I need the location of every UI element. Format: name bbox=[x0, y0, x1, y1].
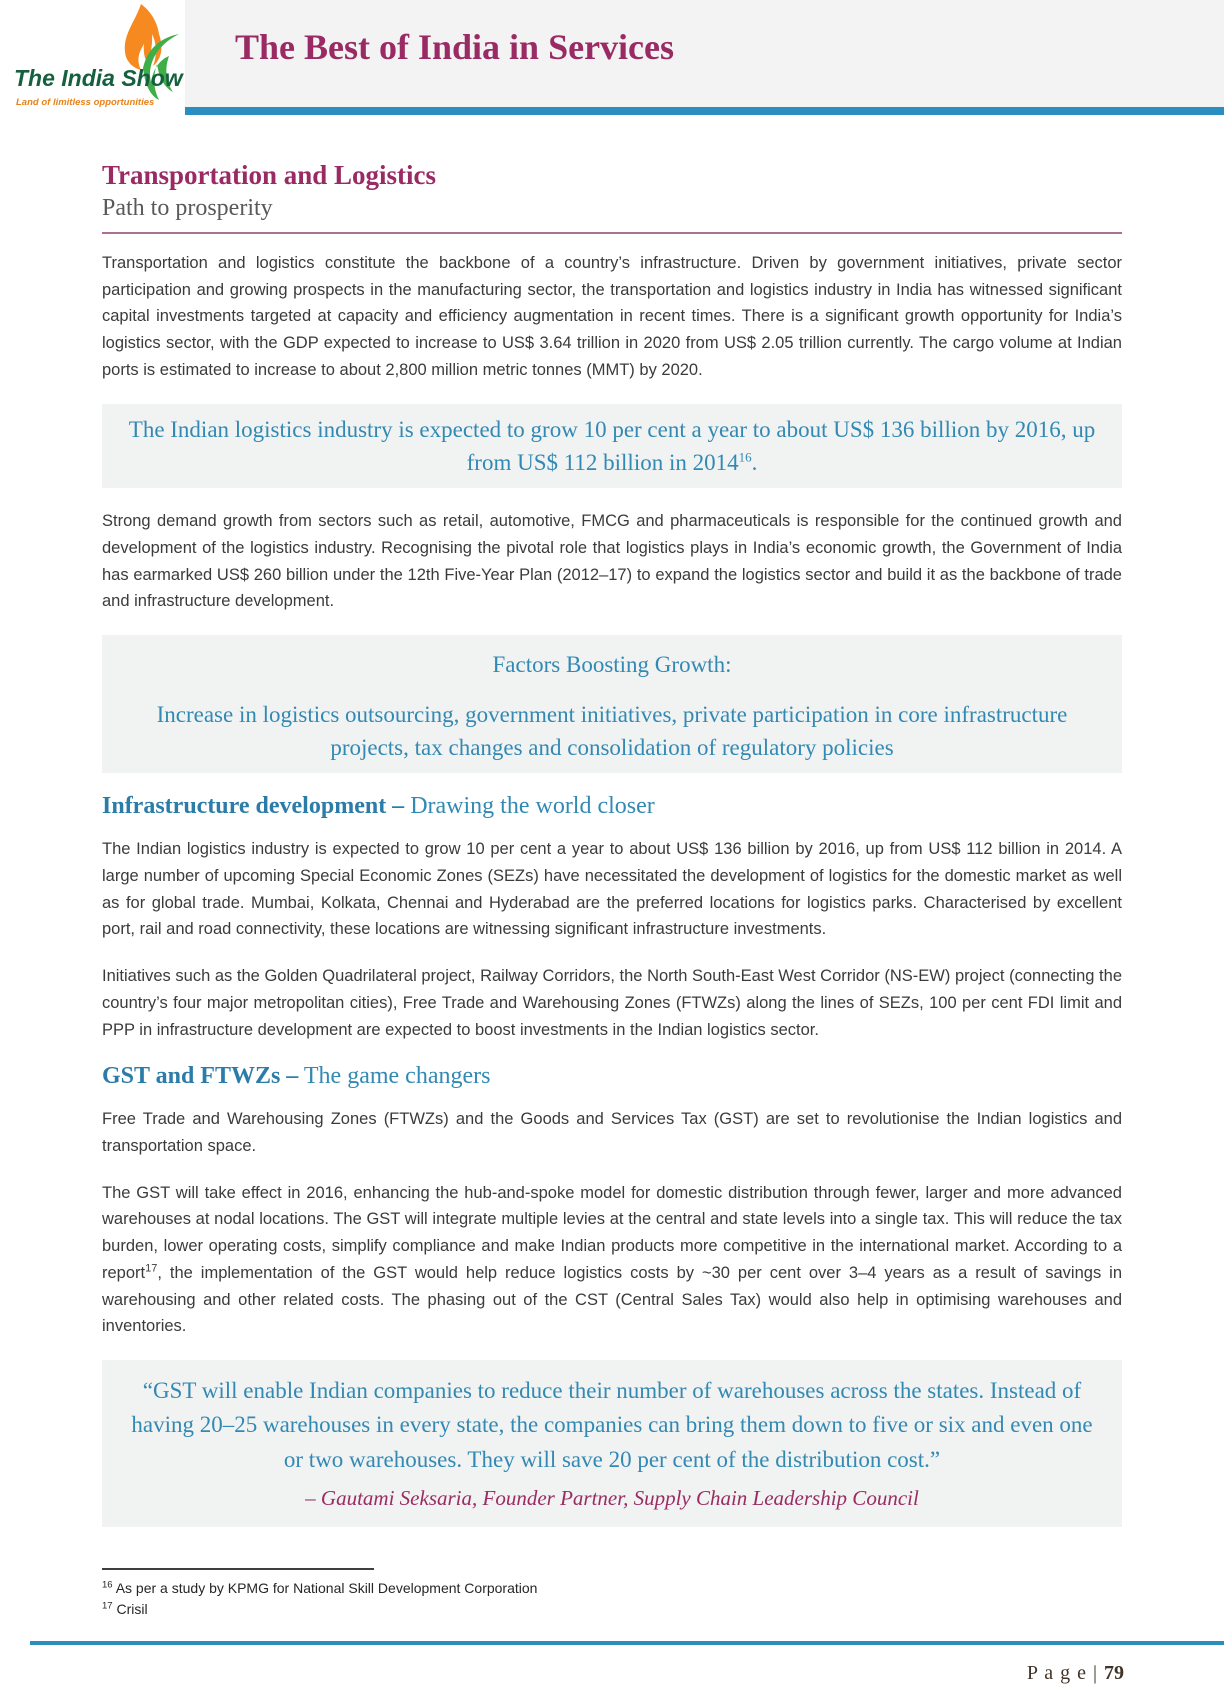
document-title: The Best of India in Services bbox=[235, 27, 675, 67]
quote-attribution: – Gautami Seksaria, Founder Partner, Supply Chain Leadership Council bbox=[305, 1486, 919, 1511]
page-number bbox=[1027, 1662, 1124, 1685]
callout-text: The Indian logistics industry is expected to grow 10 per cent a year to about US$ 136 billion by 2016, up from US$ 112 billion in 2014 bbox=[128, 416, 1096, 475]
paragraph-ftwz: Free Trade and Warehousing Zones (FTWZs) and the Goods and Services Tax (GST) are set to revolutionise the Indian logistics and transportation space. bbox=[102, 1110, 1122, 1155]
footnote-17 bbox=[102, 1599, 802, 1620]
paragraph-sez: The Indian logistics industry is expected to grow 10 per cent a year to about US$ 136 billion by 2016, up from US$ 112 billion in 2014. A large number of upcoming Special Economic Zones (SEZs) have necessitated the development of logistics for the domestic market as well as for global trade. Mumbai, Kolkata, Chennai and Hyderabad are the preferred locations for logistics parks. Characterised by excellent port, rail and road connectivity, these locations are witnessing significant infrastructure investments. bbox=[102, 840, 1122, 939]
footnote-17-ref: 17 bbox=[102, 1600, 113, 1612]
section-heading-infrastructure bbox=[102, 793, 1122, 820]
footnote-16 bbox=[102, 1578, 802, 1599]
footnote-ref-16: 16 bbox=[738, 449, 752, 465]
section-heading-bold: Infrastructure development – bbox=[102, 793, 405, 820]
quote-text: “GST will enable Indian companies to reduce their number of warehouses across the states. Instead of having 20–25 warehouses in every state, the companies can bring them down to five or six and even one or two warehouses. They will save 20 per cent of the distribution cost.” bbox=[131, 1377, 1093, 1472]
callout-factors-text: Increase in logistics outsourcing, government initiatives, private participation in core infrastructure projects, tax changes and consolidation of regulatory policies bbox=[156, 701, 1068, 760]
section-heading-bold: GST and FTWZs – bbox=[102, 1063, 299, 1090]
quote-box bbox=[102, 1360, 1122, 1527]
article-content bbox=[102, 160, 1122, 1527]
paragraph-demand: Strong demand growth from sectors such as retail, automotive, FMCG and pharmaceuticals is responsible for the continued growth and development of the logistics industry. Recognising the pivotal role that logistics plays in India’s economic growth, the Government of India has earmarked US$ 260 billion under the 12th Five-Year Plan (2012–17) to expand the logistics sector and build it as the backbone of trade and infrastructure development. bbox=[102, 512, 1122, 611]
gst-text-after-ref: , the implementation of the GST would help reduce logistics costs by ~30 per cent over 3–4 years as a result of savings in warehousing and other related costs. The phasing out of the CST (Central Sales Tax) would also help in optimising warehouses and inventories. bbox=[102, 1263, 1122, 1336]
footnote-17-text: Crisil bbox=[116, 1601, 148, 1617]
india-show-logo bbox=[8, 2, 193, 118]
footnote-block bbox=[102, 1568, 802, 1620]
paragraph-initiatives: Initiatives such as the Golden Quadrilateral project, Railway Corridors, the North South-East West Corridor (NS-EW) project (connecting the country’s four major metropolitan cities), Free Trade and Warehousing Zones (FTWZs) along the lines of SEZs, 100 per cent FDI limit and PPP in infrastructure development are expected to boost investments in the Indian logistics sector. bbox=[102, 967, 1122, 1039]
article-title: Transportation and Logistics bbox=[102, 160, 437, 190]
logo-tagline: Land of limitless opportunities bbox=[16, 97, 155, 108]
header-band bbox=[185, 0, 1224, 107]
section-heading-gst bbox=[102, 1063, 1122, 1090]
footnote-ref-17: 17 bbox=[145, 1262, 158, 1275]
footnote-16-ref: 16 bbox=[102, 1579, 113, 1591]
footnote-16-text: As per a study by KPMG for National Skill Development Corporation bbox=[115, 1580, 538, 1596]
section-heading-rest: Drawing the world closer bbox=[410, 793, 655, 820]
callout-factors-heading: Factors Boosting Growth: bbox=[492, 652, 732, 678]
logo-title: The India Show bbox=[14, 65, 183, 91]
page-number-label: P a g e | bbox=[1026, 1662, 1104, 1684]
title-divider bbox=[102, 232, 1122, 234]
gst-text-before-ref: The GST will take effect in 2016, enhancing the hub-and-spoke model for domestic distribution through fewer, larger and more advanced warehouses at nodal locations. The GST will integrate multiple levies at the central and state levels into a single tax. This will reduce the tax burden, lower operating costs, simplify compliance and make Indian products more competitive in the international market. According to a report bbox=[102, 1183, 1122, 1282]
paragraph-gst-effect bbox=[102, 1180, 1122, 1340]
footer-rule bbox=[30, 1641, 1224, 1645]
callout-period: . bbox=[751, 449, 758, 475]
header-rule bbox=[185, 107, 1224, 115]
page-number-value: 79 bbox=[1104, 1662, 1124, 1684]
callout-growth-forecast bbox=[102, 404, 1122, 489]
article-subtitle: Path to prosperity bbox=[102, 195, 273, 221]
footnote-divider bbox=[102, 1568, 374, 1570]
callout-factors bbox=[102, 635, 1122, 773]
paragraph-intro: Transportation and logistics constitute the backbone of a country’s infrastructure. Driven by government initiatives, private sector participation and growing prospects in the manufacturing sector, the transportation and logistics industry in India has witnessed significant capital investments targeted at capacity and efficiency augmentation in recent times. There is a significant growth opportunity for India’s logistics sector, with the GDP expected to increase to US$ 3.64 trillion in 2020 from US$ 2.05 trillion currently. The cargo volume at Indian ports is estimated to increase to about 2,800 million metric tonnes (MMT) by 2020. bbox=[102, 254, 1122, 379]
section-heading-rest: The game changers bbox=[303, 1063, 491, 1090]
